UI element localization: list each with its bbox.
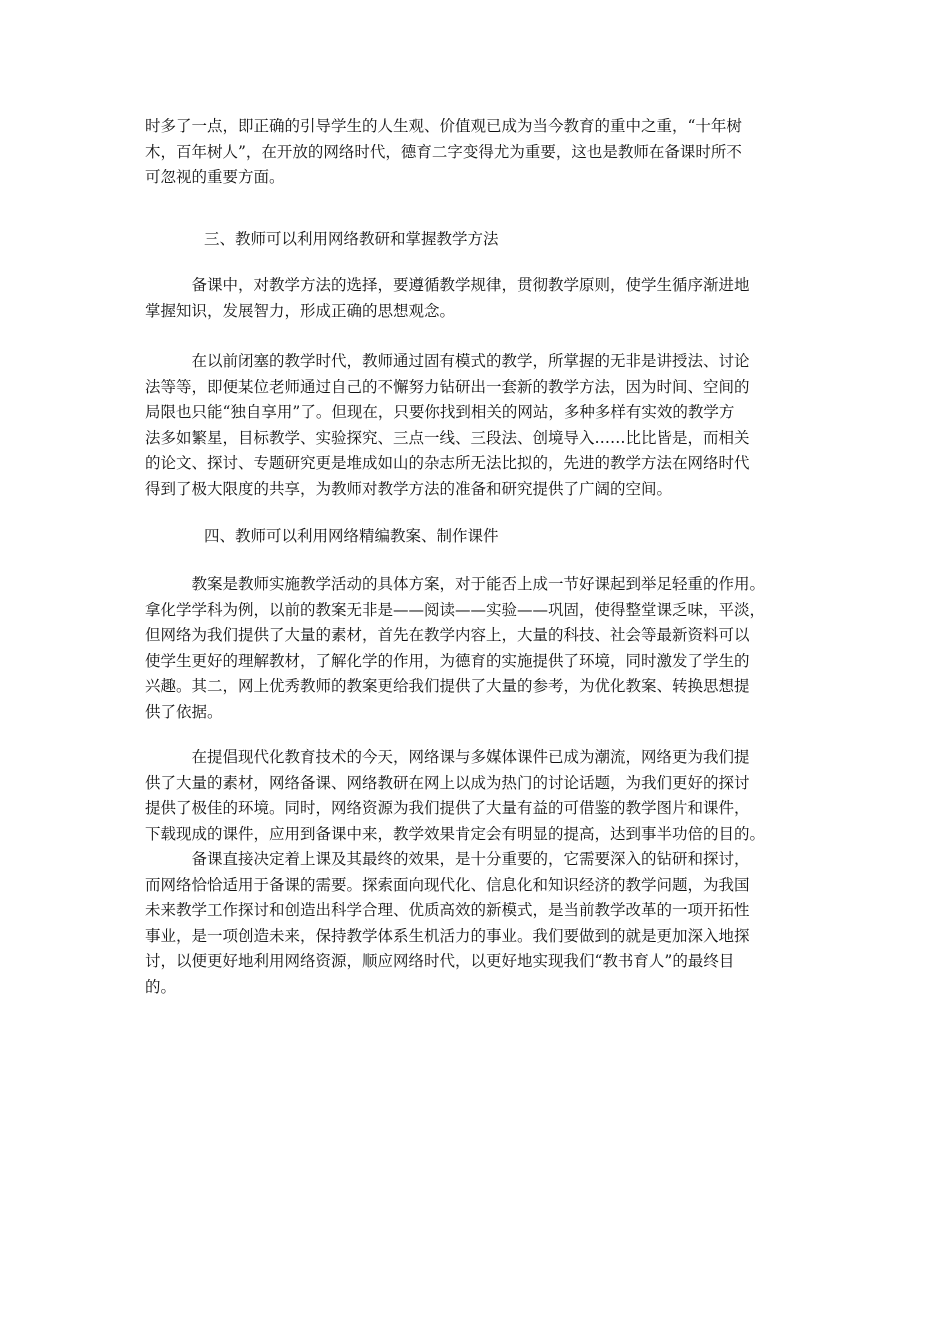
section-heading-3: 三、教师可以利用网络教研和掌握教学方法 [204, 230, 499, 248]
text-line: 下载现成的课件，应用到备课中来，教学效果肯定会有明显的提高，达到事半功倍的目的。 [145, 824, 766, 843]
text-line: 得到了极大限度的共享，为教师对教学方法的准备和研究提供了广阔的空间。 [145, 479, 673, 498]
text-line: 教案是教师实施教学活动的具体方案，对于能否上成一节好课起到举足轻重的作用。 [145, 575, 766, 593]
text-line: 供了大量的素材，网络备课、网络教研在网上以成为热门的讨论话题，为我们更好的探讨 [145, 773, 750, 792]
paragraph-moral-education-continued [145, 114, 815, 191]
text-line: 拿化学学科为例，以前的教案无非是——阅读——实验——巩固，使得整堂课乏味，平淡， [145, 600, 766, 619]
paragraph-conclusion [145, 847, 815, 1000]
text-line: 掌握知识，发展智力，形成正确的思想观念。 [145, 301, 456, 320]
text-line: 事业，是一项创造未来，保持教学体系生机活力的事业。我们要做到的就是更加深入地探 [145, 926, 750, 945]
text-line: 可忽视的重要方面。 [145, 168, 285, 186]
text-line: 提供了极佳的环境。同时，网络资源为我们提供了大量有益的可借鉴的教学图片和课件， [145, 799, 750, 817]
text-line: 时多了一点，即正确的引导学生的人生观、价值观已成为当今教育的重中之重，“十年树 [145, 117, 742, 135]
text-line: 法多如繁星，目标教学、实验探究、三点一线、三段法、创境导入……比比皆是，而相关 [145, 428, 750, 447]
text-line: 讨，以便更好地利用网络资源，顺应网络时代，以更好地实现我们“教书育人”的最终目 [145, 952, 735, 970]
text-line: 供了依据。 [145, 702, 223, 721]
paragraph-modern-technology [145, 745, 815, 847]
text-line: 局限也只能“独自享用”了。但现在，只要你找到相关的网站，多种多样有实效的教学方 [145, 403, 735, 421]
text-line: 法等等，即便某位老师通过自己的不懈努力钻研出一套新的教学方法，因为时间、空间的 [145, 377, 750, 396]
text-line: 的论文、探讨、专题研究更是堆成如山的杂志所无法比拟的，先进的教学方法在网络时代 [145, 454, 750, 472]
text-line: 但网络为我们提供了大量的素材，首先在教学内容上，大量的科技、社会等最新资料可以 [145, 626, 750, 644]
text-line: 备课直接决定着上课及其最终的效果，是十分重要的，它需要深入的钻研和探讨， [145, 850, 750, 868]
text-line: 在提倡现代化教育技术的今天，网络课与多媒体课件已成为潮流，网络更为我们提 [145, 748, 750, 766]
paragraph-lesson-plan [145, 572, 815, 725]
text-line: 在以前闭塞的教学时代，教师通过固有模式的教学，所掌握的无非是讲授法、讨论 [145, 352, 750, 370]
paragraph-method-selection [145, 273, 815, 324]
text-line: 未来教学工作探讨和创造出科学合理、优质高效的新模式，是当前教学改革的一项开拓性 [145, 901, 750, 919]
text-line: 木，百年树人”，在开放的网络时代，德育二字变得尤为重要，这也是教师在备课时所不 [145, 142, 742, 161]
text-line: 而网络恰恰适用于备课的需要。探索面向现代化、信息化和知识经济的教学问题，为我国 [145, 875, 750, 894]
text-line: 的。 [145, 977, 177, 996]
text-line: 使学生更好的理解教材，了解化学的作用，为德育的实施提供了环境，同时激发了学生的 [145, 651, 750, 670]
section-heading-4: 四、教师可以利用网络精编教案、制作课件 [204, 527, 499, 545]
text-line: 兴趣。其二，网上优秀教师的教案更给我们提供了大量的参考，为优化教案、转换思想提 [145, 677, 750, 695]
paragraph-closed-era [145, 349, 815, 502]
text-line: 备课中，对教学方法的选择，要遵循教学规律，贯彻教学原则，使学生循序渐进地 [145, 276, 750, 294]
